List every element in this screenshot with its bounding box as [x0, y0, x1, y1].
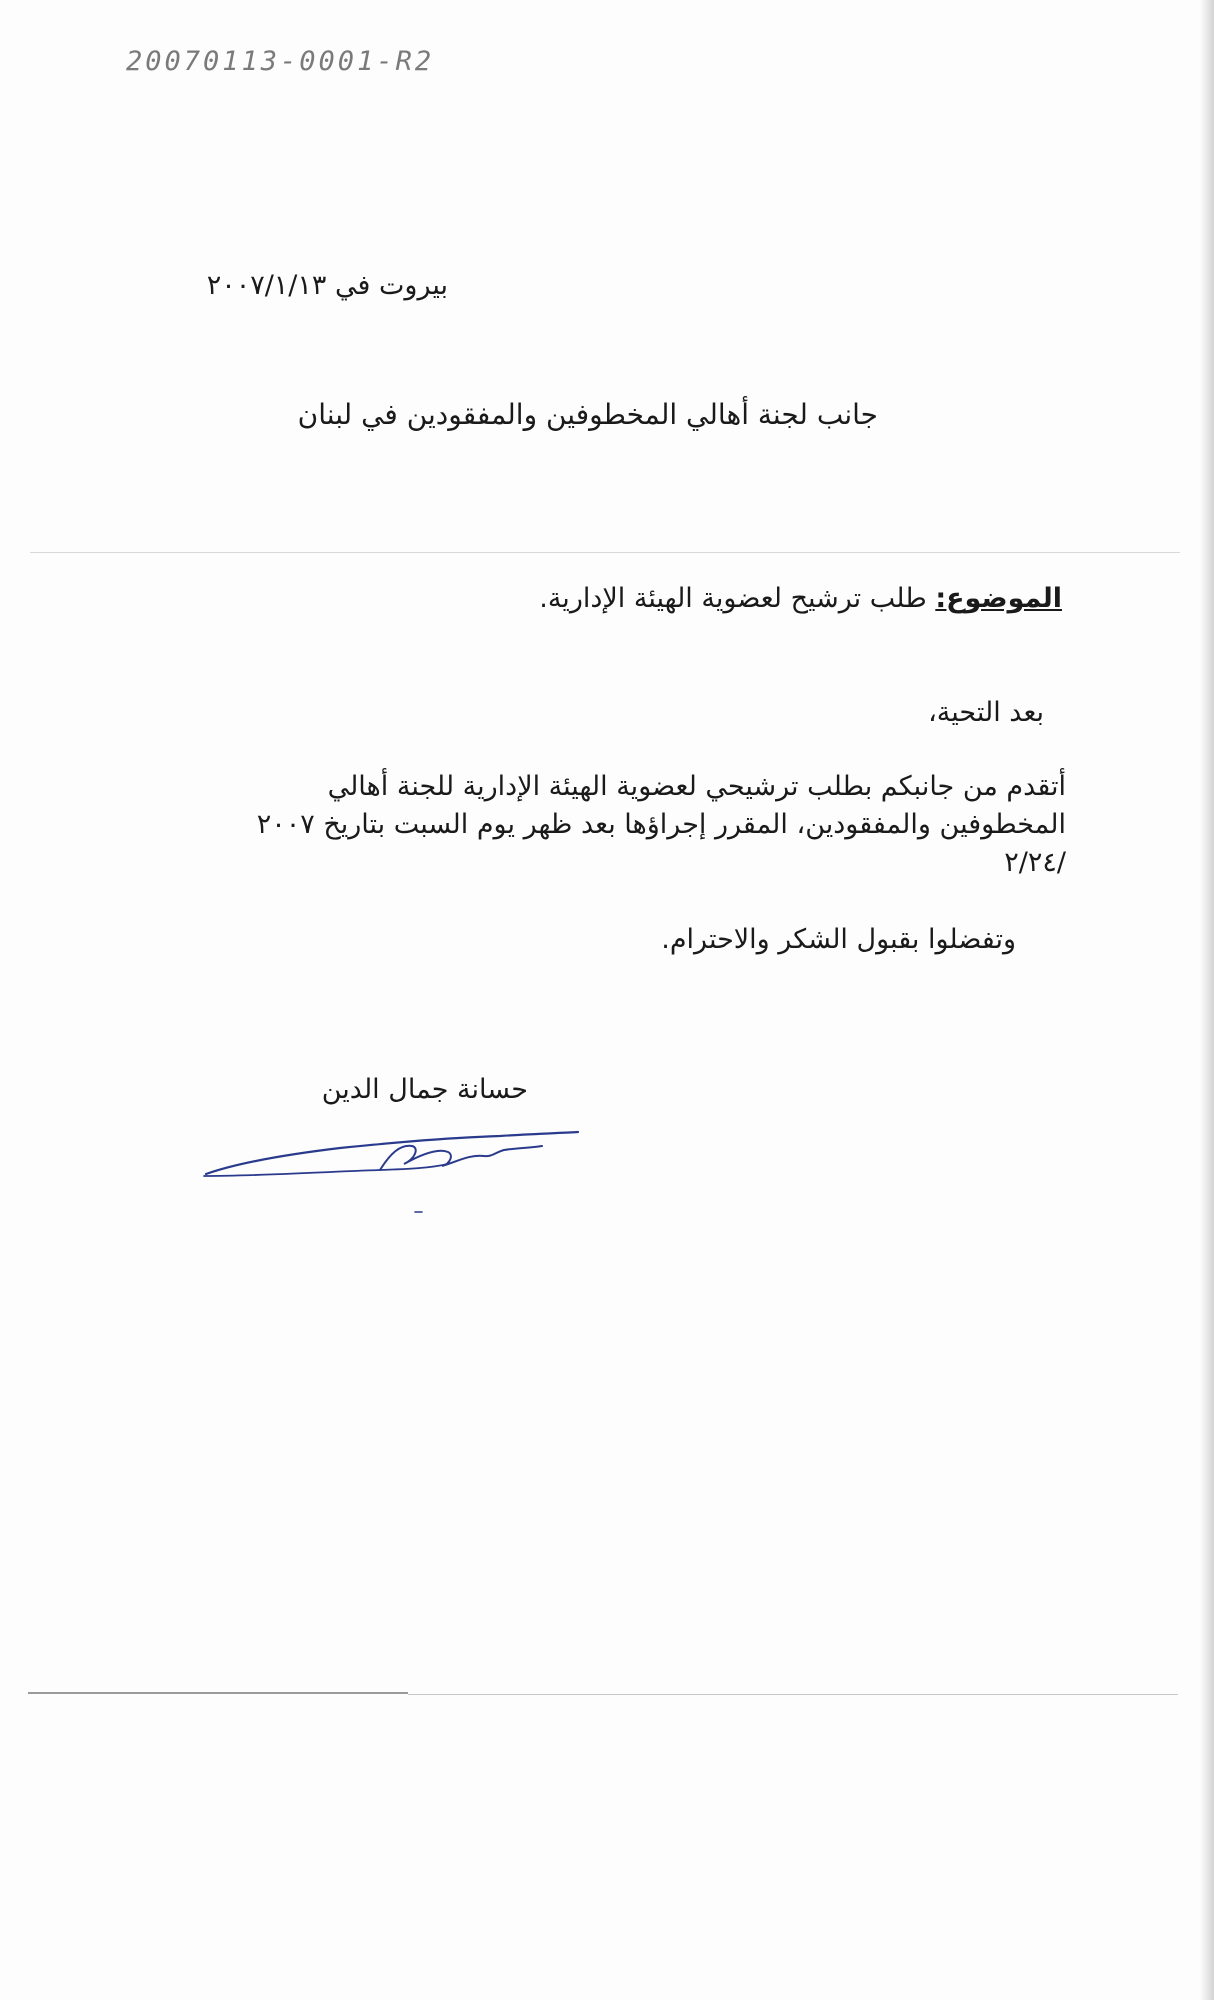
addressee: جانب لجنة أهالي المخطوفين والمفقودين في لبنان [297, 398, 878, 431]
subject-label: الموضوع: [935, 583, 1062, 614]
greeting: بعد التحية، [928, 697, 1044, 728]
date-line: بيروت في ٢٠٠٧/١/١٣ [206, 270, 448, 301]
handwritten-reference-number: 20070113-0001-R2 [126, 46, 435, 77]
subject-text: طلب ترشيح لعضوية الهيئة الإدارية. [539, 583, 936, 614]
fold-line [30, 552, 1180, 553]
closing-line: وتفضلوا بقبول الشكر والاحترام. [661, 924, 1016, 955]
sender-name: حسانة جمال الدين [321, 1074, 528, 1105]
page-edge-shadow [1200, 0, 1214, 2000]
letter-body: أتقدم من جانبكم بطلب ترشيحي لعضوية الهيئة الإدارية للجنة أهالي المخطوفين والمفقودين، المقرر إجراؤها بعد ظهر يوم السبت بتاريخ ٢٠٠٧ /٢/٢٤ [256, 771, 1066, 878]
fold-line [408, 1694, 1178, 1695]
handwritten-signature [200, 1124, 580, 1224]
subject-line [539, 583, 1062, 615]
fold-line [28, 1692, 408, 1694]
